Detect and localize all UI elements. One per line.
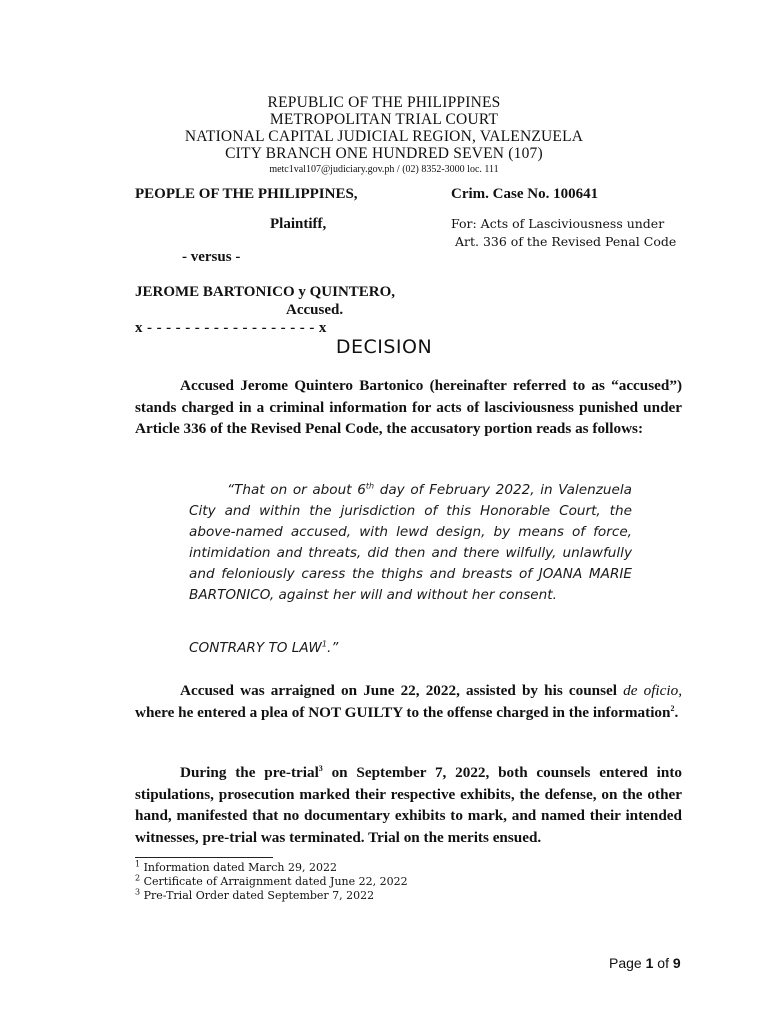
case-number: Crim. Case No. 100641 [451, 186, 599, 202]
header-court: METROPOLITAN TRIAL COURT [269, 111, 499, 128]
footnotes [135, 861, 408, 903]
de-oficio: de oficio, [623, 682, 683, 699]
footnote-divider [135, 857, 273, 858]
page-indicator [609, 955, 681, 971]
footnote-3-number: 3 [135, 887, 141, 897]
footnote-1-number: 1 [135, 859, 141, 869]
contrary-end: .” [326, 640, 339, 656]
quote-sup: th [365, 481, 375, 491]
footnote-3 [135, 889, 408, 903]
plaintiff-name: PEOPLE OF THE PHILIPPINES, [135, 186, 358, 202]
arraignment-part-1: Accused was arraigned on June 22, 2022, assisted by his counsel [180, 682, 624, 699]
header-region: NATIONAL CAPITAL JUDICIAL REGION, VALENZUELA [184, 128, 584, 145]
information-quote [189, 480, 632, 606]
footnote-2-text: Certificate of Arraignment dated June 22, 2022 [140, 875, 408, 888]
arraignment-part-2: where he entered a plea of NOT GUILTY to the offense charged in the information [135, 703, 671, 721]
arraignment-end: . [674, 703, 679, 721]
footnote-1-text: Information dated March 29, 2022 [140, 861, 337, 874]
page-of: of [653, 955, 673, 971]
accused-role: Accused. [286, 302, 344, 318]
header-republic: REPUBLIC OF THE PHILIPPINES [267, 94, 501, 111]
plaintiff-role: Plaintiff, [270, 216, 327, 232]
header-branch: CITY BRANCH ONE HUNDRED SEVEN (107) [225, 145, 543, 162]
page-current: 1 [645, 955, 654, 971]
quote-part-2: day of February 2022, in Valenzuela City and within the jurisdiction of this Honorable Court, the above-named accused, with lewd design, by means of force, intimidation and threats, did then and there wilfully, unlawfully and feloniously caress the thighs and breasts of JOANA MARIE BARTONICO, against her will and without her consent. [189, 482, 632, 603]
offense-line-2: Art. 336 of the Revised Penal Code [455, 234, 677, 249]
pretrial-part-2: on September 7, 2022, both counsels entered into stipulations, prosecution marked their respective exhibits, the defense, on the other hand, manifested that no documentary exhibits to mark, and named their intended witnesses, pre-trial was terminated. Trial on the merits ensued. [135, 764, 682, 846]
page-total: 9 [672, 955, 681, 971]
paragraph-charge [135, 375, 682, 440]
footnote-ref-2: 2 [670, 703, 675, 713]
pretrial-part-1: During the pre-trial [180, 764, 319, 781]
quote-part-1: “That on or about 6 [227, 482, 366, 498]
offense-line-1: For: Acts of Lasciviousness under [451, 216, 665, 231]
footnote-3-text: Pre-Trial Order dated September 7, 2022 [140, 889, 375, 902]
paragraph-arraignment [135, 680, 682, 723]
footnote-2 [135, 875, 408, 889]
paragraph-charge-text: Accused Jerome Quintero Bartonico (hereinafter referred to as “accused”) stands charged in a criminal information for acts of lasciviousness punished under Article 336 of the Revised Penal Code, the accusatory portion reads as follows: [135, 377, 682, 437]
accused-name: JEROME BARTONICO y QUINTERO, [135, 284, 396, 300]
court-header [0, 94, 768, 176]
footnote-ref-3: 3 [318, 763, 323, 773]
contrary-text: CONTRARY TO LAW [189, 640, 322, 656]
footnote-2-number: 2 [135, 873, 141, 883]
header-contact: metc1val107@judiciary.gov.ph / (02) 8352-3000 loc. 111 [269, 164, 499, 175]
paragraph-pretrial [135, 762, 682, 848]
contrary-to-law [189, 640, 338, 656]
page-label: Page [609, 955, 646, 971]
footnote-ref-1: 1 [321, 639, 327, 649]
footnote-1 [135, 861, 408, 875]
document-title: DECISION [335, 336, 433, 358]
versus-label: - versus - [182, 249, 241, 265]
caption-separator: x - - - - - - - - - - - - - - - - - - x [135, 320, 327, 336]
